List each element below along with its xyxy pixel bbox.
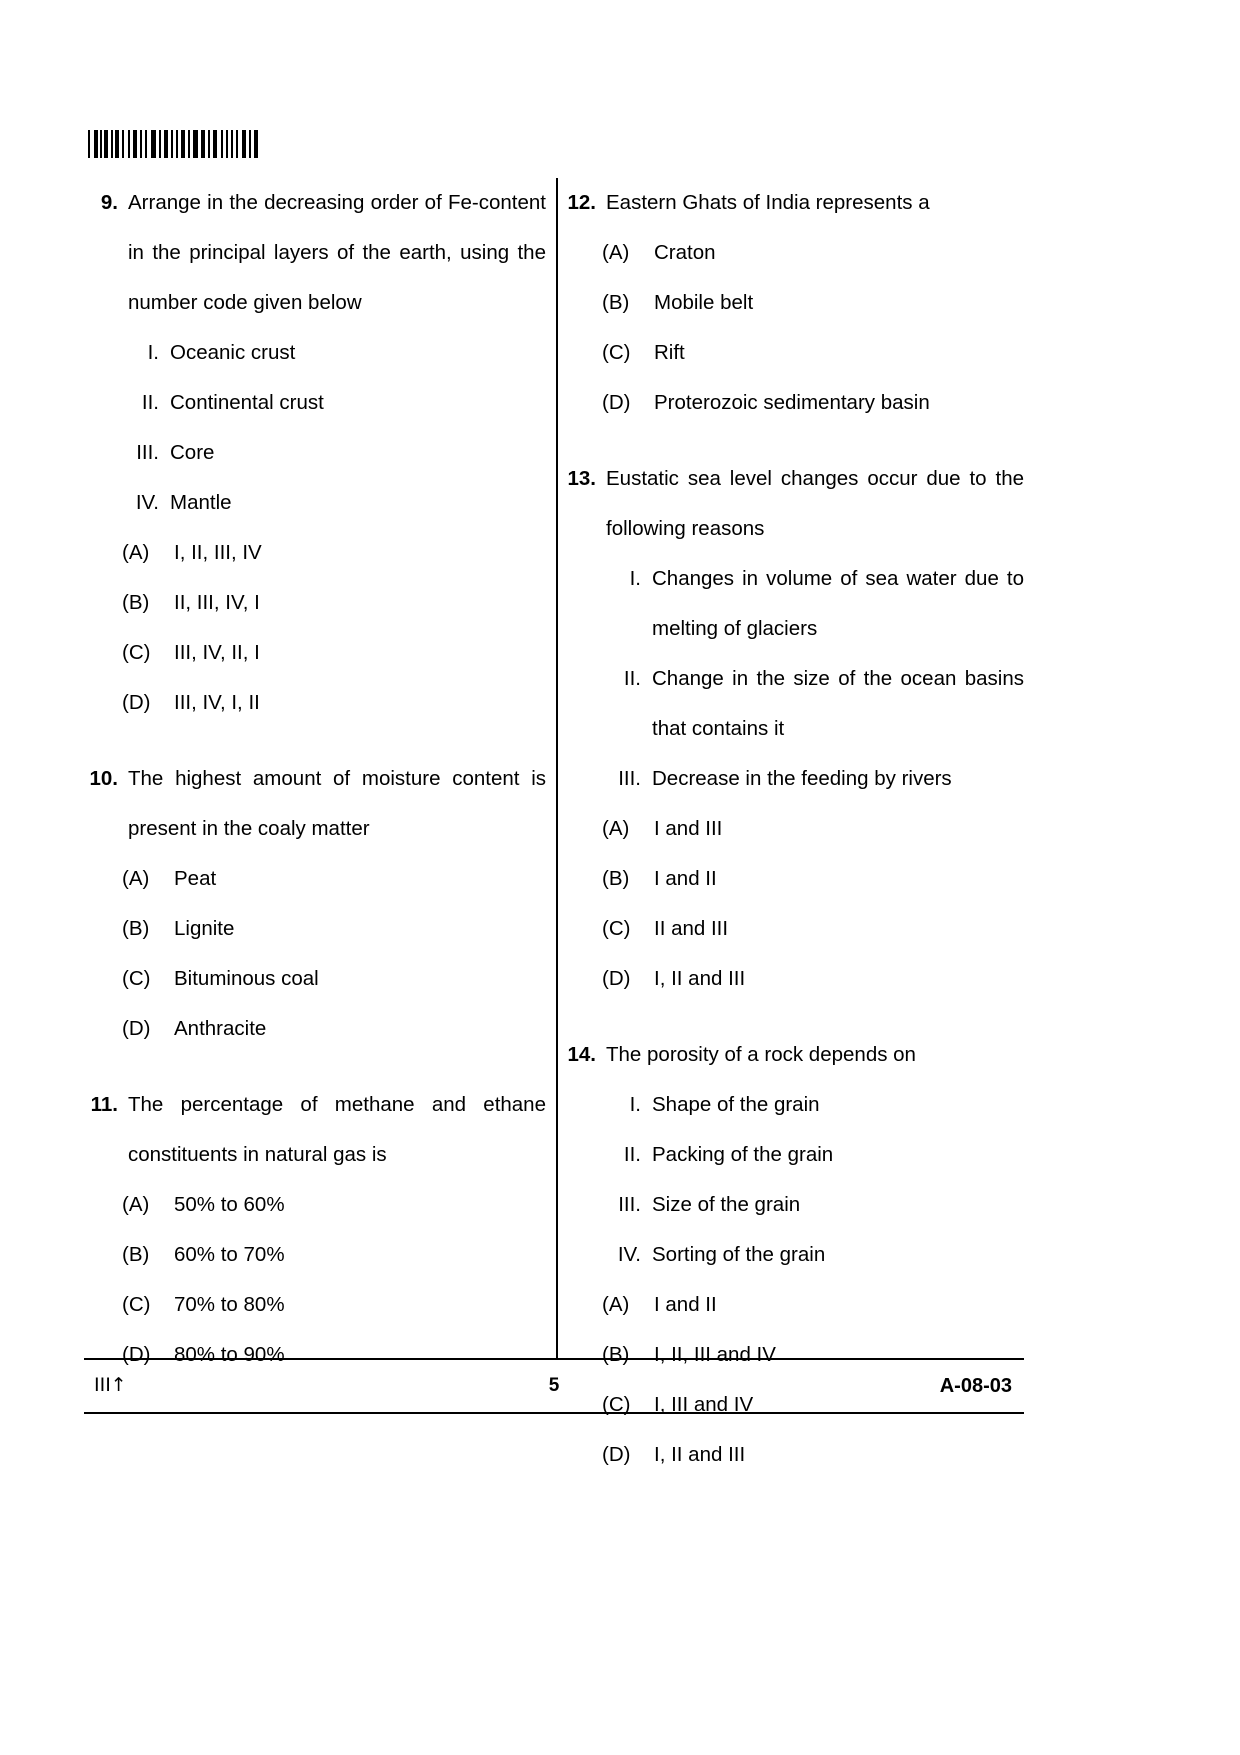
option-a-label: (A) [602, 817, 630, 840]
option-b-text: Mobile belt [654, 291, 754, 314]
option-a-text: Craton [654, 241, 716, 264]
option-d[interactable] [84, 678, 546, 728]
footer-mark: III↑ [94, 1374, 127, 1396]
item-text: Change in the size of the ocean basins that contains it [652, 667, 1024, 740]
option-a-label: (A) [602, 1293, 630, 1316]
option-b-label: (B) [122, 591, 150, 614]
question-11-header [84, 1080, 546, 1180]
option-c[interactable] [562, 904, 1024, 954]
option-a-label: (A) [122, 1193, 150, 1216]
question-9-text: Arrange in the decreasing order of Fe-content in the principal layers of the earth, using the number code given below [128, 191, 546, 314]
question-13-text: Eustatic sea level changes occur due to the following reasons [606, 467, 1024, 540]
question-10 [84, 754, 546, 1054]
item-label: III. [618, 767, 641, 790]
question-11-number: 11. [90, 1093, 118, 1116]
item-text: Oceanic crust [170, 341, 296, 364]
list-item [84, 328, 546, 378]
option-a[interactable] [562, 228, 1024, 278]
question-14-number: 14. [567, 1043, 596, 1066]
column-divider [556, 178, 558, 1358]
question-14-header [562, 1030, 1024, 1080]
question-14-text: The porosity of a rock depends on [606, 1043, 916, 1066]
option-a[interactable] [84, 528, 546, 578]
option-c-text: 70% to 80% [174, 1293, 285, 1316]
option-d-text: Anthracite [174, 1017, 267, 1040]
option-d-label: (D) [122, 1343, 151, 1366]
option-c-label: (C) [602, 917, 631, 940]
question-11 [84, 1080, 546, 1380]
question-12-options [562, 228, 1024, 428]
option-a-text: 50% to 60% [174, 1193, 285, 1216]
option-d-label: (D) [602, 967, 631, 990]
right-question-column [562, 178, 1024, 1506]
item-text: Sorting of the grain [652, 1243, 826, 1266]
option-d[interactable] [562, 954, 1024, 1004]
question-14-items [562, 1080, 1024, 1280]
option-d[interactable] [562, 1430, 1024, 1480]
question-12-text: Eastern Ghats of India represents a [606, 191, 930, 214]
option-c-text: II and III [654, 917, 729, 940]
list-item [84, 478, 546, 528]
list-item [562, 1130, 1024, 1180]
option-c[interactable] [562, 328, 1024, 378]
item-text: Continental crust [170, 391, 324, 414]
left-question-column [84, 178, 546, 1406]
item-label: IV. [617, 1243, 641, 1266]
list-item [562, 654, 1024, 754]
option-b-label: (B) [122, 917, 150, 940]
page-number: 5 [548, 1375, 560, 1396]
question-9-options [84, 528, 546, 728]
option-c-label: (C) [602, 1393, 631, 1416]
question-13 [562, 454, 1024, 1004]
item-label: I. [147, 341, 159, 364]
option-a-label: (A) [122, 867, 150, 890]
question-13-options [562, 804, 1024, 1004]
option-d-text: I, II and III [654, 967, 746, 990]
option-b-text: I and II [654, 867, 717, 890]
option-b[interactable] [84, 904, 546, 954]
question-9 [84, 178, 546, 728]
option-b[interactable] [84, 578, 546, 628]
item-text: Changes in volume of sea water due to melting of glaciers [652, 567, 1024, 640]
option-a[interactable] [84, 1180, 546, 1230]
item-text: Decrease in the feeding by rivers [652, 767, 952, 790]
question-12-number: 12. [567, 191, 596, 214]
option-b-text: 60% to 70% [174, 1243, 285, 1266]
question-11-text: The percentage of methane and ethane constituents in natural gas is [128, 1093, 546, 1166]
question-11-options [84, 1180, 546, 1380]
option-d[interactable] [84, 1004, 546, 1054]
option-d-label: (D) [122, 691, 151, 714]
barcode-icon [88, 130, 258, 158]
item-text: Shape of the grain [652, 1093, 820, 1116]
option-c-label: (C) [122, 967, 151, 990]
option-a[interactable] [562, 1280, 1024, 1330]
list-item [562, 1080, 1024, 1130]
list-item [562, 554, 1024, 654]
option-a-text: Peat [174, 867, 217, 890]
option-c-text: Bituminous coal [174, 967, 319, 990]
question-13-number: 13. [567, 467, 596, 490]
list-item [562, 754, 1024, 804]
option-a-label: (A) [122, 541, 150, 564]
question-9-items [84, 328, 546, 528]
option-a-text: I and III [654, 817, 723, 840]
option-b[interactable] [562, 278, 1024, 328]
option-a-text: I, II, III, IV [174, 541, 262, 564]
question-13-header [562, 454, 1024, 554]
item-label: III. [618, 1193, 641, 1216]
barcode [88, 130, 258, 158]
option-c-text: Rift [654, 341, 685, 364]
option-c-label: (C) [122, 1293, 151, 1316]
list-item [562, 1180, 1024, 1230]
item-label: I. [629, 1093, 641, 1116]
question-12-header [562, 178, 1024, 228]
item-label: II. [141, 391, 159, 414]
option-a[interactable] [562, 804, 1024, 854]
question-10-options [84, 854, 546, 1054]
question-9-number: 9. [100, 191, 118, 214]
option-d-text: Proterozoic sedimentary basin [654, 391, 930, 414]
item-text: Size of the grain [652, 1193, 801, 1216]
question-9-header [84, 178, 546, 328]
list-item [84, 378, 546, 428]
question-10-header [84, 754, 546, 854]
item-text: Core [170, 441, 215, 464]
item-text: Mantle [170, 491, 232, 514]
option-c-text: I, III and IV [654, 1393, 754, 1416]
item-label: II. [623, 667, 641, 690]
option-b-label: (B) [602, 867, 630, 890]
option-c[interactable] [84, 628, 546, 678]
option-c-label: (C) [602, 341, 631, 364]
option-b-label: (B) [602, 291, 630, 314]
option-d-label: (D) [602, 1443, 631, 1466]
question-12 [562, 178, 1024, 428]
item-label: III. [136, 441, 159, 464]
option-b-text: Lignite [174, 917, 235, 940]
option-d-text: 80% to 90% [174, 1343, 285, 1366]
option-c-text: III, IV, II, I [174, 641, 260, 664]
option-b[interactable] [84, 1230, 546, 1280]
question-10-text: The highest amount of moisture content is present in the coaly matter [128, 767, 546, 840]
option-b-label: (B) [122, 1243, 150, 1266]
paper-code: A-08-03 [939, 1375, 1012, 1397]
option-c[interactable] [84, 1280, 546, 1330]
option-c[interactable] [84, 954, 546, 1004]
option-d-label: (D) [602, 391, 631, 414]
option-b[interactable] [562, 854, 1024, 904]
question-10-number: 10. [89, 767, 118, 790]
list-item [84, 428, 546, 478]
item-text: Packing of the grain [652, 1143, 834, 1166]
option-b-text: II, III, IV, I [174, 591, 260, 614]
item-label: II. [623, 1143, 641, 1166]
option-a[interactable] [84, 854, 546, 904]
option-a-label: (A) [602, 241, 630, 264]
option-d[interactable] [562, 378, 1024, 428]
option-a-text: I and II [654, 1293, 717, 1316]
option-d-label: (D) [122, 1017, 151, 1040]
item-label: IV. [135, 491, 159, 514]
option-d-text: I, II and III [654, 1443, 746, 1466]
option-b-text: I, II, III and IV [654, 1343, 776, 1366]
page-footer [84, 1358, 1024, 1414]
option-d-text: III, IV, I, II [174, 691, 260, 714]
item-label: I. [629, 567, 641, 590]
option-c-label: (C) [122, 641, 151, 664]
list-item [562, 1230, 1024, 1280]
option-b-label: (B) [602, 1343, 630, 1366]
question-13-items [562, 554, 1024, 804]
